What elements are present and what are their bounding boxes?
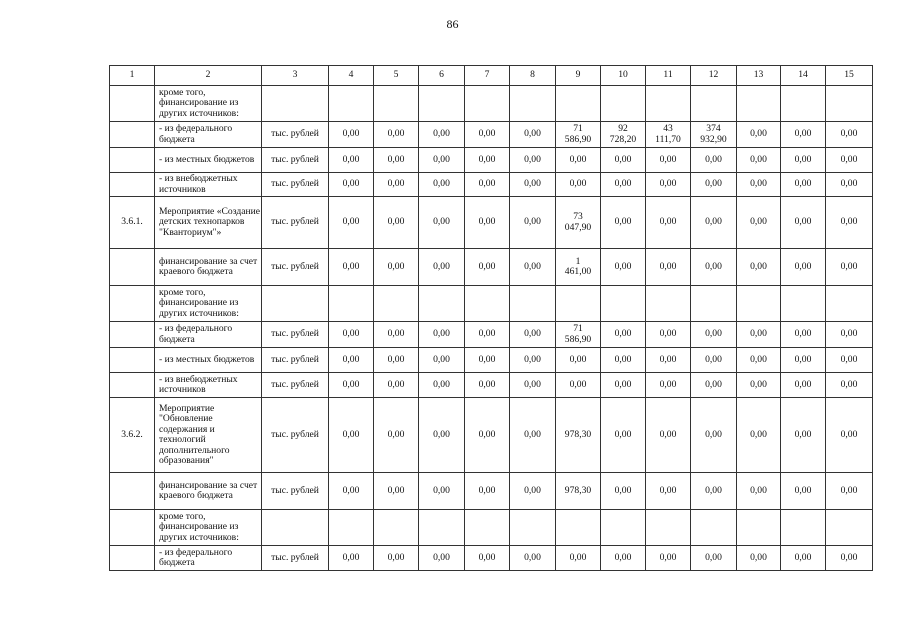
unit-cell: тыс. рублей [262, 173, 329, 197]
header-cell-11: 11 [646, 66, 691, 86]
table-row [110, 398, 873, 473]
col-10-cell: 0,00 [601, 398, 646, 473]
col-8-cell: 0,00 [510, 122, 556, 148]
description-cell: Мероприятие "Обновление содержания и технологий дополнительного образования" [155, 398, 262, 473]
col-9-cell [556, 286, 601, 322]
header-cell-2: 2 [155, 66, 262, 86]
header-cell-3: 3 [262, 66, 329, 86]
col-12-cell: 0,00 [691, 373, 737, 398]
col-13-cell: 0,00 [737, 197, 781, 249]
col-5-cell: 0,00 [374, 398, 419, 473]
table-row [110, 348, 873, 373]
col-14-cell: 0,00 [781, 173, 826, 197]
col-5-cell [374, 510, 419, 546]
col-7-cell: 0,00 [465, 249, 510, 286]
col-7-cell: 0,00 [465, 148, 510, 173]
col-11-cell [646, 86, 691, 122]
col-6-cell: 0,00 [419, 398, 465, 473]
col-5-cell: 0,00 [374, 173, 419, 197]
col-4-cell: 0,00 [329, 398, 374, 473]
col-13-cell: 0,00 [737, 148, 781, 173]
item-number-cell [110, 510, 155, 546]
unit-cell: тыс. рублей [262, 546, 329, 571]
col-4-cell: 0,00 [329, 348, 374, 373]
description-cell: - из местных бюджетов [155, 148, 262, 173]
description-cell: финансирование за счет краевого бюджета [155, 473, 262, 510]
col-10-cell: 92 728,20 [601, 122, 646, 148]
col-14-cell: 0,00 [781, 148, 826, 173]
col-4-cell [329, 286, 374, 322]
col-11-cell: 0,00 [646, 148, 691, 173]
unit-cell [262, 86, 329, 122]
table-row [110, 173, 873, 197]
col-11-cell: 0,00 [646, 348, 691, 373]
col-5-cell: 0,00 [374, 197, 419, 249]
col-7-cell: 0,00 [465, 197, 510, 249]
table-row [110, 148, 873, 173]
col-9-cell: 0,00 [556, 148, 601, 173]
col-9-cell: 71 586,90 [556, 122, 601, 148]
unit-cell: тыс. рублей [262, 348, 329, 373]
description-cell: - из местных бюджетов [155, 348, 262, 373]
col-12-cell: 0,00 [691, 322, 737, 348]
col-6-cell: 0,00 [419, 546, 465, 571]
unit-cell [262, 286, 329, 322]
unit-cell: тыс. рублей [262, 398, 329, 473]
col-15-cell: 0,00 [826, 173, 873, 197]
col-8-cell: 0,00 [510, 473, 556, 510]
col-14-cell: 0,00 [781, 197, 826, 249]
header-cell-4: 4 [329, 66, 374, 86]
col-8-cell: 0,00 [510, 148, 556, 173]
col-14-cell: 0,00 [781, 249, 826, 286]
col-15-cell: 0,00 [826, 348, 873, 373]
col-14-cell: 0,00 [781, 398, 826, 473]
table-row [110, 546, 873, 571]
col-15-cell [826, 510, 873, 546]
description-cell: финансирование за счет краевого бюджета [155, 249, 262, 286]
col-15-cell: 0,00 [826, 473, 873, 510]
col-10-cell [601, 510, 646, 546]
page-number: 86 [446, 17, 459, 31]
col-13-cell: 0,00 [737, 322, 781, 348]
item-number-cell [110, 122, 155, 148]
col-12-cell: 0,00 [691, 398, 737, 473]
col-11-cell: 0,00 [646, 473, 691, 510]
col-6-cell: 0,00 [419, 473, 465, 510]
table-row [110, 373, 873, 398]
description-cell: - из внебюджетных источников [155, 173, 262, 197]
col-15-cell: 0,00 [826, 249, 873, 286]
col-5-cell: 0,00 [374, 322, 419, 348]
description-cell: - из внебюджетных источников [155, 373, 262, 398]
col-7-cell: 0,00 [465, 398, 510, 473]
col-11-cell: 0,00 [646, 546, 691, 571]
table-row [110, 322, 873, 348]
col-14-cell: 0,00 [781, 122, 826, 148]
col-5-cell [374, 286, 419, 322]
item-number-cell: 3.6.1. [110, 197, 155, 249]
table-row [110, 197, 873, 249]
col-12-cell: 0,00 [691, 148, 737, 173]
col-13-cell [737, 510, 781, 546]
col-6-cell: 0,00 [419, 197, 465, 249]
col-8-cell: 0,00 [510, 348, 556, 373]
unit-cell: тыс. рублей [262, 322, 329, 348]
description-cell: Мероприятие «Создание детских технопарков "Кванториум"» [155, 197, 262, 249]
col-13-cell: 0,00 [737, 173, 781, 197]
item-number-cell [110, 473, 155, 510]
col-6-cell [419, 286, 465, 322]
col-10-cell [601, 286, 646, 322]
col-10-cell: 0,00 [601, 473, 646, 510]
col-13-cell: 0,00 [737, 546, 781, 571]
unit-cell: тыс. рублей [262, 249, 329, 286]
col-12-cell: 0,00 [691, 249, 737, 286]
header-cell-9: 9 [556, 66, 601, 86]
col-9-cell: 1 461,00 [556, 249, 601, 286]
col-13-cell [737, 286, 781, 322]
item-number-cell [110, 373, 155, 398]
col-15-cell: 0,00 [826, 398, 873, 473]
col-5-cell: 0,00 [374, 473, 419, 510]
table-row [110, 249, 873, 286]
col-8-cell: 0,00 [510, 322, 556, 348]
col-15-cell: 0,00 [826, 322, 873, 348]
col-9-cell: 0,00 [556, 373, 601, 398]
item-number-cell [110, 173, 155, 197]
col-9-cell [556, 86, 601, 122]
col-13-cell: 0,00 [737, 122, 781, 148]
col-10-cell: 0,00 [601, 373, 646, 398]
col-9-cell: 0,00 [556, 348, 601, 373]
col-14-cell [781, 286, 826, 322]
header-cell-5: 5 [374, 66, 419, 86]
col-4-cell: 0,00 [329, 322, 374, 348]
col-11-cell [646, 510, 691, 546]
col-11-cell: 0,00 [646, 197, 691, 249]
col-6-cell: 0,00 [419, 249, 465, 286]
col-8-cell: 0,00 [510, 173, 556, 197]
col-9-cell: 0,00 [556, 173, 601, 197]
unit-cell: тыс. рублей [262, 473, 329, 510]
col-4-cell: 0,00 [329, 173, 374, 197]
col-7-cell: 0,00 [465, 348, 510, 373]
col-5-cell: 0,00 [374, 249, 419, 286]
col-8-cell [510, 510, 556, 546]
col-6-cell [419, 510, 465, 546]
description-cell: кроме того, финансирование из других источников: [155, 86, 262, 122]
col-7-cell [465, 286, 510, 322]
header-cell-14: 14 [781, 66, 826, 86]
col-8-cell: 0,00 [510, 546, 556, 571]
header-cell-15: 15 [826, 66, 873, 86]
col-12-cell: 374 932,90 [691, 122, 737, 148]
col-5-cell: 0,00 [374, 148, 419, 173]
col-11-cell [646, 286, 691, 322]
col-12-cell [691, 286, 737, 322]
col-4-cell: 0,00 [329, 546, 374, 571]
description-cell: кроме того, финансирование из других источников: [155, 286, 262, 322]
col-8-cell [510, 86, 556, 122]
table-row [110, 473, 873, 510]
col-12-cell [691, 510, 737, 546]
col-9-cell: 978,30 [556, 398, 601, 473]
col-14-cell: 0,00 [781, 473, 826, 510]
col-11-cell: 0,00 [646, 322, 691, 348]
col-14-cell: 0,00 [781, 373, 826, 398]
table-row [110, 86, 873, 122]
header-cell-7: 7 [465, 66, 510, 86]
unit-cell: тыс. рублей [262, 148, 329, 173]
col-9-cell: 978,30 [556, 473, 601, 510]
col-9-cell: 0,00 [556, 546, 601, 571]
col-6-cell [419, 86, 465, 122]
col-12-cell: 0,00 [691, 197, 737, 249]
col-7-cell: 0,00 [465, 122, 510, 148]
col-15-cell: 0,00 [826, 373, 873, 398]
col-6-cell: 0,00 [419, 322, 465, 348]
col-10-cell [601, 86, 646, 122]
col-13-cell: 0,00 [737, 373, 781, 398]
col-4-cell: 0,00 [329, 373, 374, 398]
col-6-cell: 0,00 [419, 173, 465, 197]
col-4-cell: 0,00 [329, 148, 374, 173]
table-row [110, 286, 873, 322]
col-14-cell: 0,00 [781, 546, 826, 571]
col-7-cell: 0,00 [465, 546, 510, 571]
col-15-cell: 0,00 [826, 197, 873, 249]
col-12-cell: 0,00 [691, 348, 737, 373]
col-13-cell: 0,00 [737, 249, 781, 286]
col-12-cell: 0,00 [691, 546, 737, 571]
col-14-cell [781, 510, 826, 546]
col-7-cell [465, 86, 510, 122]
col-7-cell [465, 510, 510, 546]
col-14-cell [781, 86, 826, 122]
col-15-cell [826, 286, 873, 322]
header-cell-1: 1 [110, 66, 155, 86]
col-14-cell: 0,00 [781, 348, 826, 373]
col-11-cell: 0,00 [646, 398, 691, 473]
col-5-cell: 0,00 [374, 373, 419, 398]
table-row [110, 122, 873, 148]
item-number-cell: 3.6.2. [110, 398, 155, 473]
header-cell-12: 12 [691, 66, 737, 86]
col-13-cell: 0,00 [737, 348, 781, 373]
col-8-cell: 0,00 [510, 373, 556, 398]
col-11-cell: 0,00 [646, 373, 691, 398]
header-cell-10: 10 [601, 66, 646, 86]
item-number-cell [110, 286, 155, 322]
col-11-cell: 0,00 [646, 249, 691, 286]
col-10-cell: 0,00 [601, 173, 646, 197]
item-number-cell [110, 348, 155, 373]
item-number-cell [110, 148, 155, 173]
col-13-cell: 0,00 [737, 398, 781, 473]
col-6-cell: 0,00 [419, 122, 465, 148]
col-4-cell [329, 510, 374, 546]
col-7-cell: 0,00 [465, 473, 510, 510]
col-15-cell: 0,00 [826, 148, 873, 173]
col-6-cell: 0,00 [419, 348, 465, 373]
col-7-cell: 0,00 [465, 373, 510, 398]
col-8-cell: 0,00 [510, 197, 556, 249]
col-9-cell [556, 510, 601, 546]
col-14-cell: 0,00 [781, 322, 826, 348]
col-5-cell [374, 86, 419, 122]
item-number-cell [110, 322, 155, 348]
description-cell: - из федерального бюджета [155, 322, 262, 348]
unit-cell: тыс. рублей [262, 373, 329, 398]
col-8-cell: 0,00 [510, 398, 556, 473]
col-10-cell: 0,00 [601, 249, 646, 286]
unit-cell: тыс. рублей [262, 122, 329, 148]
col-10-cell: 0,00 [601, 322, 646, 348]
col-5-cell: 0,00 [374, 122, 419, 148]
item-number-cell [110, 249, 155, 286]
col-10-cell: 0,00 [601, 546, 646, 571]
description-cell: - из федерального бюджета [155, 546, 262, 571]
col-8-cell: 0,00 [510, 249, 556, 286]
col-6-cell: 0,00 [419, 148, 465, 173]
col-4-cell: 0,00 [329, 122, 374, 148]
col-4-cell [329, 86, 374, 122]
description-cell: - из федерального бюджета [155, 122, 262, 148]
col-4-cell: 0,00 [329, 249, 374, 286]
col-12-cell [691, 86, 737, 122]
col-11-cell: 43 111,70 [646, 122, 691, 148]
col-12-cell: 0,00 [691, 473, 737, 510]
unit-cell [262, 510, 329, 546]
item-number-cell [110, 546, 155, 571]
header-cell-8: 8 [510, 66, 556, 86]
unit-cell: тыс. рублей [262, 197, 329, 249]
col-4-cell: 0,00 [329, 473, 374, 510]
col-7-cell: 0,00 [465, 322, 510, 348]
col-15-cell: 0,00 [826, 122, 873, 148]
header-cell-13: 13 [737, 66, 781, 86]
col-5-cell: 0,00 [374, 348, 419, 373]
col-13-cell [737, 86, 781, 122]
col-9-cell: 71 586,90 [556, 322, 601, 348]
item-number-cell [110, 86, 155, 122]
col-10-cell: 0,00 [601, 348, 646, 373]
table-row [110, 510, 873, 546]
col-6-cell: 0,00 [419, 373, 465, 398]
col-15-cell [826, 86, 873, 122]
col-5-cell: 0,00 [374, 546, 419, 571]
col-8-cell [510, 286, 556, 322]
col-12-cell: 0,00 [691, 173, 737, 197]
col-13-cell: 0,00 [737, 473, 781, 510]
header-row [110, 66, 873, 86]
col-9-cell: 73 047,90 [556, 197, 601, 249]
col-4-cell: 0,00 [329, 197, 374, 249]
description-cell: кроме того, финансирование из других источников: [155, 510, 262, 546]
col-10-cell: 0,00 [601, 197, 646, 249]
col-7-cell: 0,00 [465, 173, 510, 197]
budget-table [109, 65, 873, 571]
col-10-cell: 0,00 [601, 148, 646, 173]
col-15-cell: 0,00 [826, 546, 873, 571]
col-11-cell: 0,00 [646, 173, 691, 197]
header-cell-6: 6 [419, 66, 465, 86]
